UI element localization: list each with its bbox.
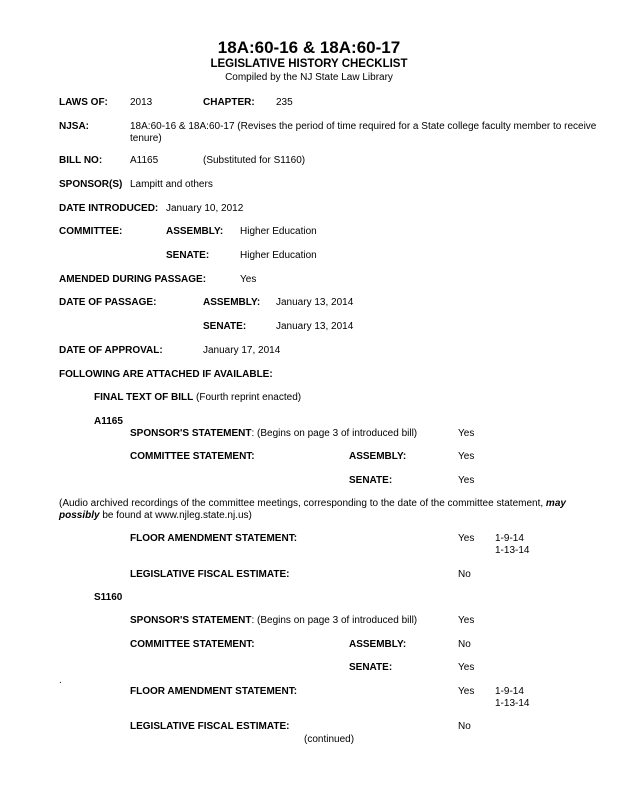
attached-heading: FOLLOWING ARE ATTACHED IF AVAILABLE:: [59, 369, 273, 380]
s1160-senate-value: Yes: [458, 662, 475, 673]
a1165-floor-label: FLOOR AMENDMENT STATEMENT:: [130, 533, 298, 544]
approval-label: DATE OF APPROVAL:: [59, 345, 163, 356]
page-subtitle: LEGISLATIVE HISTORY CHECKLIST: [210, 58, 408, 70]
bill-no-label: BILL NO:: [59, 155, 103, 166]
a1165-floor-date-2: 1-13-14: [495, 545, 530, 556]
s1160-sponsor-note: : (Begins on page 3 of introduced bill): [251, 615, 418, 626]
a1165-committee-label: COMMITTEE STATEMENT:: [130, 451, 255, 462]
chapter-label: CHAPTER:: [203, 97, 255, 108]
compiled-by: Compiled by the NJ State Law Library: [225, 72, 393, 83]
a1165-fiscal-label: LEGISLATIVE FISCAL ESTIMATE:: [130, 569, 290, 580]
approval-value: January 17, 2014: [203, 345, 281, 356]
s1160-fiscal-value: No: [458, 721, 471, 732]
final-text-label: FINAL TEXT OF BILL: [94, 392, 194, 403]
continued-note: (continued): [304, 734, 355, 745]
a1165-senate-value: Yes: [458, 475, 475, 486]
s1160-assembly-value: No: [458, 639, 471, 650]
date-introduced-label: DATE INTRODUCED:: [59, 203, 159, 214]
page-title: 18A:60-16 & 18A:60-17: [217, 38, 401, 57]
a1165-sponsor-value: Yes: [458, 428, 475, 439]
committee-assembly-value: Higher Education: [240, 226, 317, 237]
audio-note-emphasis: may possibly: [59, 498, 566, 521]
a1165-sponsor-label: SPONSOR'S STATEMENT: [130, 428, 252, 439]
bill-no-note: (Substituted for S1160): [203, 155, 306, 166]
a1165-senate-label: SENATE:: [349, 475, 393, 486]
s1160-assembly-label: ASSEMBLY:: [349, 639, 407, 650]
s1160-floor-value: Yes: [458, 686, 475, 697]
s1160-fiscal-label: LEGISLATIVE FISCAL ESTIMATE:: [130, 721, 290, 732]
a1165-assembly-value: Yes: [458, 451, 475, 462]
a1165-sponsor-note: : (Begins on page 3 of introduced bill): [251, 428, 418, 439]
s1160-sponsor-label: SPONSOR'S STATEMENT: [130, 615, 252, 626]
a1165-floor-date-1: 1-9-14: [495, 533, 524, 544]
passage-senate-label: SENATE:: [203, 321, 247, 332]
bill-no-value: A1165: [130, 155, 159, 166]
amended-label: AMENDED DURING PASSAGE:: [59, 274, 207, 285]
committee-assembly-label: ASSEMBLY:: [166, 226, 224, 237]
a1165-heading: A1165: [94, 416, 123, 427]
njsa-label: NJSA:: [59, 121, 90, 132]
passage-senate-value: January 13, 2014: [276, 321, 354, 332]
passage-assembly-value: January 13, 2014: [276, 297, 354, 308]
date-introduced-value: January 10, 2012: [166, 203, 244, 214]
laws-of-value: 2013: [130, 97, 153, 108]
sponsor-label: SPONSOR(S): [59, 179, 123, 190]
passage-label: DATE OF PASSAGE:: [59, 297, 157, 308]
s1160-senate-label: SENATE:: [349, 662, 393, 673]
audio-note-text-end: be found at www.njleg.state.nj.us): [99, 510, 252, 521]
s1160-floor-date-2: 1-13-14: [495, 698, 530, 709]
a1165-fiscal-value: No: [458, 569, 471, 580]
final-text: [94, 392, 301, 403]
amended-value: Yes: [240, 274, 257, 285]
a1165-floor-value: Yes: [458, 533, 475, 544]
s1160-heading: S1160: [94, 592, 123, 603]
committee-label: COMMITTEE:: [59, 226, 123, 237]
s1160-committee-label: COMMITTEE STATEMENT:: [130, 639, 255, 650]
laws-of-label: LAWS OF:: [59, 97, 108, 108]
passage-assembly-label: ASSEMBLY:: [203, 297, 261, 308]
s1160-floor-date-1: 1-9-14: [495, 686, 524, 697]
njsa-value: 18A:60-16 & 18A:60-17 (Revises the period of time required for a State college faculty member to receive tenure): [130, 121, 597, 144]
s1160-floor-label: FLOOR AMENDMENT STATEMENT:: [130, 686, 298, 697]
audio-note: [59, 498, 604, 522]
committee-senate-value: Higher Education: [240, 250, 317, 261]
a1165-sponsor-statement: [130, 428, 417, 439]
final-text-note: (Fourth reprint enacted): [196, 392, 302, 403]
chapter-value: 235: [276, 97, 293, 108]
s1160-sponsor-value: Yes: [458, 615, 475, 626]
a1165-assembly-label: ASSEMBLY:: [349, 451, 407, 462]
sponsor-value: Lampitt and others: [130, 179, 213, 190]
s1160-sponsor-statement: [130, 615, 417, 626]
committee-senate-label: SENATE:: [166, 250, 210, 261]
stray-mark: .: [59, 675, 62, 686]
audio-note-text: (Audio archived recordings of the committee meetings, corresponding to the date of the committee statement,: [59, 498, 546, 509]
